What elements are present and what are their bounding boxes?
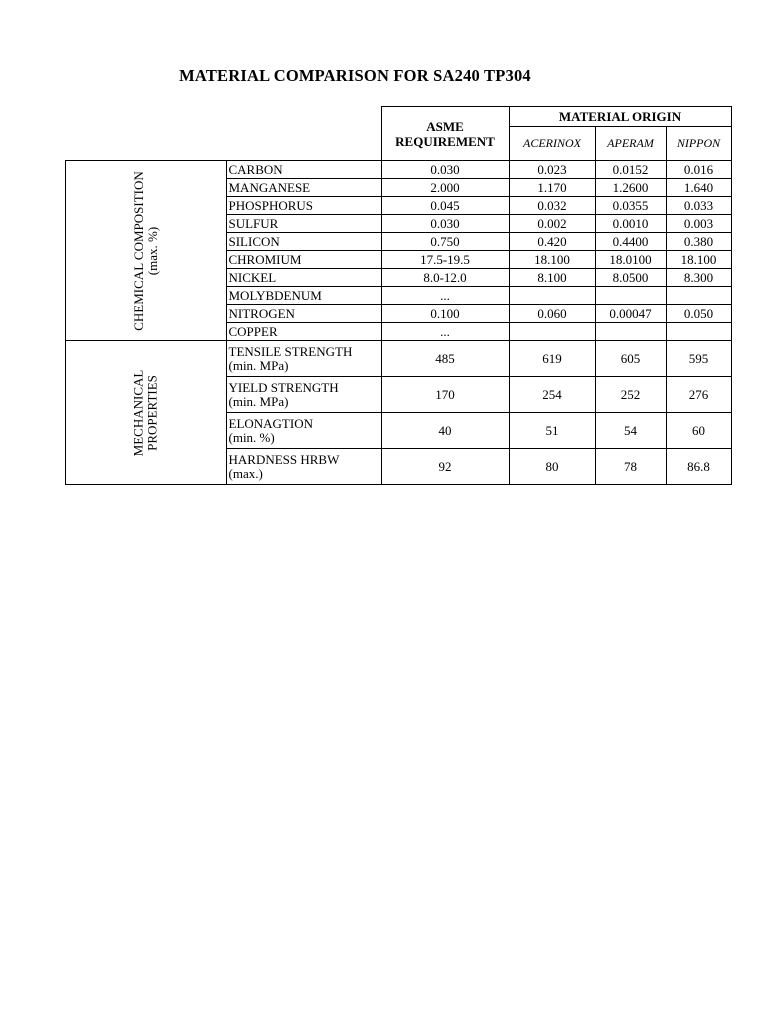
value-cell-aperam <box>595 323 666 341</box>
header-asme-requirement <box>381 107 509 161</box>
value-cell-acerinox: 80 <box>509 449 595 485</box>
value-cell-nippon: 0.050 <box>666 305 731 323</box>
group-label-line: (max. %) <box>144 226 160 275</box>
value-cell-nippon: 18.100 <box>666 251 731 269</box>
property-name: CARBON <box>226 161 381 179</box>
property-name: NITROGEN <box>226 305 381 323</box>
value-cell-asme: 0.100 <box>381 305 509 323</box>
value-cell-acerinox: 619 <box>509 341 595 377</box>
value-cell-acerinox: 51 <box>509 413 595 449</box>
property-name: SILICON <box>226 233 381 251</box>
value-cell-aperam: 0.0355 <box>595 197 666 215</box>
blank-corner-cell <box>226 107 381 127</box>
property-name: COPPER <box>226 323 381 341</box>
value-cell-asme: 0.030 <box>381 215 509 233</box>
value-cell-acerinox: 254 <box>509 377 595 413</box>
value-cell-aperam: 0.0152 <box>595 161 666 179</box>
property-name: MANGANESE <box>226 179 381 197</box>
value-cell-asme: 0.030 <box>381 161 509 179</box>
value-cell-acerinox: 0.420 <box>509 233 595 251</box>
property-name <box>226 413 381 449</box>
value-cell-aperam: 54 <box>595 413 666 449</box>
group-label-line: PROPERTIES <box>144 374 160 451</box>
property-label: TENSILE STRENGTH <box>228 343 353 359</box>
value-cell-acerinox: 18.100 <box>509 251 595 269</box>
header-material-origin: MATERIAL ORIGIN <box>509 107 731 127</box>
value-cell-acerinox: 8.100 <box>509 269 595 287</box>
value-cell-acerinox: 0.032 <box>509 197 595 215</box>
value-cell-asme: 2.000 <box>381 179 509 197</box>
property-unit: (max.) <box>228 465 263 481</box>
group-label-text <box>132 171 160 331</box>
group-label-chemical <box>66 161 227 341</box>
value-cell-nippon <box>666 287 731 305</box>
value-cell-acerinox: 1.170 <box>509 179 595 197</box>
value-cell-nippon: 0.380 <box>666 233 731 251</box>
header-supplier-acerinox: ACERINOX <box>509 127 595 161</box>
value-cell-nippon: 0.003 <box>666 215 731 233</box>
property-unit: (min. MPa) <box>228 357 289 373</box>
group-label-mechanical <box>66 341 227 485</box>
property-name: NICKEL <box>226 269 381 287</box>
value-cell-asme: 40 <box>381 413 509 449</box>
value-cell-aperam: 78 <box>595 449 666 485</box>
blank-corner-cell <box>226 127 381 161</box>
value-cell-aperam <box>595 287 666 305</box>
value-cell-acerinox: 0.002 <box>509 215 595 233</box>
value-cell-nippon <box>666 323 731 341</box>
property-label: YIELD STRENGTH <box>228 379 339 395</box>
group-label-line: MECHANICAL <box>130 369 146 456</box>
property-name: PHOSPHORUS <box>226 197 381 215</box>
value-cell-aperam: 605 <box>595 341 666 377</box>
property-name: SULFUR <box>226 215 381 233</box>
value-cell-nippon: 86.8 <box>666 449 731 485</box>
value-cell-asme: 485 <box>381 341 509 377</box>
blank-corner-cell <box>66 107 227 127</box>
header-supplier-aperam: APERAM <box>595 127 666 161</box>
table-row <box>66 341 732 377</box>
value-cell-asme: ... <box>381 287 509 305</box>
value-cell-nippon: 60 <box>666 413 731 449</box>
value-cell-asme: ... <box>381 323 509 341</box>
value-cell-acerinox <box>509 323 595 341</box>
value-cell-acerinox: 0.023 <box>509 161 595 179</box>
property-name <box>226 449 381 485</box>
property-unit: (min. %) <box>228 429 275 445</box>
value-cell-nippon: 0.033 <box>666 197 731 215</box>
value-cell-asme: 170 <box>381 377 509 413</box>
value-cell-nippon: 1.640 <box>666 179 731 197</box>
value-cell-acerinox: 0.060 <box>509 305 595 323</box>
value-cell-aperam: 0.4400 <box>595 233 666 251</box>
value-cell-aperam: 8.0500 <box>595 269 666 287</box>
value-cell-asme: 17.5-19.5 <box>381 251 509 269</box>
property-unit: (min. MPa) <box>228 393 289 409</box>
value-cell-aperam: 1.2600 <box>595 179 666 197</box>
property-label: HARDNESS HRBW <box>228 451 340 467</box>
value-cell-aperam: 0.0010 <box>595 215 666 233</box>
value-cell-acerinox <box>509 287 595 305</box>
property-name: MOLYBDENUM <box>226 287 381 305</box>
group-label-text <box>132 369 160 456</box>
header-supplier-nippon: NIPPON <box>666 127 731 161</box>
material-comparison-table <box>65 106 732 485</box>
value-cell-nippon: 8.300 <box>666 269 731 287</box>
value-cell-aperam: 18.0100 <box>595 251 666 269</box>
header-asme-label: ASME REQUIREMENT <box>395 118 495 149</box>
value-cell-asme: 0.750 <box>381 233 509 251</box>
property-name <box>226 341 381 377</box>
property-name <box>226 377 381 413</box>
value-cell-asme: 92 <box>381 449 509 485</box>
value-cell-nippon: 595 <box>666 341 731 377</box>
value-cell-nippon: 276 <box>666 377 731 413</box>
blank-corner-cell <box>66 127 227 161</box>
value-cell-aperam: 0.00047 <box>595 305 666 323</box>
property-name: CHROMIUM <box>226 251 381 269</box>
value-cell-asme: 8.0-12.0 <box>381 269 509 287</box>
group-label-line: CHEMICAL COMPOSITION <box>130 170 146 331</box>
value-cell-aperam: 252 <box>595 377 666 413</box>
property-label: ELONAGTION <box>228 415 313 431</box>
value-cell-nippon: 0.016 <box>666 161 731 179</box>
document-title: MATERIAL COMPARISON FOR SA240 TP304 <box>179 66 531 85</box>
table-row <box>66 161 732 179</box>
value-cell-asme: 0.045 <box>381 197 509 215</box>
